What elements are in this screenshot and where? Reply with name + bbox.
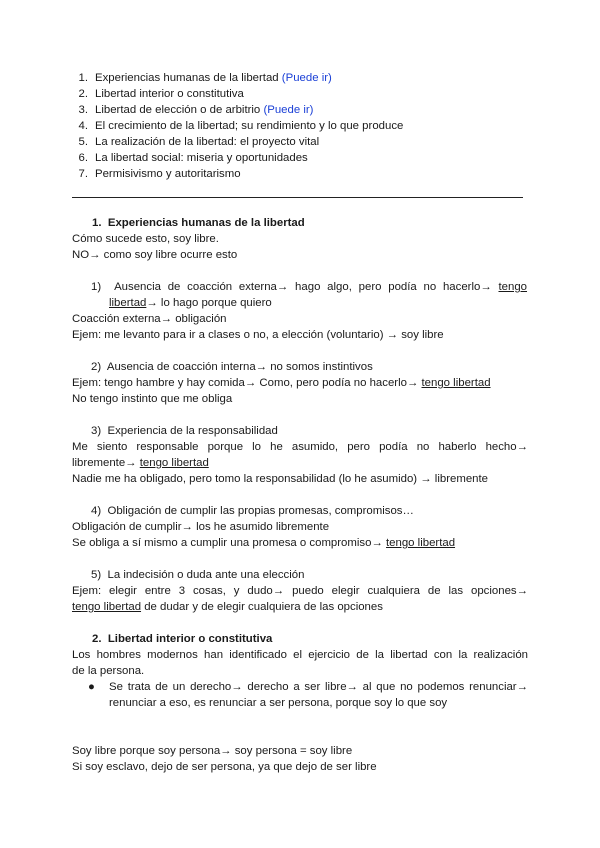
item-2-line-1: 2) Ausencia de coacción interna→ no somos instintivos [91,361,373,373]
section-2-para-3: Si soy esclavo, dejo de ser persona, ya que dejo de ser libre [72,761,377,773]
section-1-intro-1: Cómo sucede esto, soy libre. [72,233,219,245]
item-3-para-3: Nadie me ha obligado, pero tomo la responsabilidad (lo he asumido) → libremente [72,473,488,485]
item-4-para-2: Se obliga a sí mismo a cumplir una promesa o compromiso→ tengo libertad [72,537,456,549]
item-2-para-2: No tengo instinto que me obliga [72,393,233,405]
item-1-line-1: 1) Ausencia de coacción externa→ hago algo, pero podía no hacerlo→ tengo [91,281,528,293]
toc-note: (Puede ir) [263,104,314,116]
item-1-para-2: Ejem: me levanto para ir a clases o no, a elección (voluntario) → soy libre [72,329,444,341]
horizontal-rule [72,197,523,198]
toc-note: (Puede ir) [281,72,332,84]
item-5-para-1: Ejem: elegir entre 3 cosas, y dudo→ puedo elegir cualquiera de las opciones→ [72,585,528,597]
item-4-line-1: 4) Obligación de cumplir las propias promesas, compromisos… [91,505,414,517]
section-1-heading: 1. Experiencias humanas de la libertad [92,217,305,229]
toc-item-1: 1. Experiencias humanas de la libertad (Puede ir) [78,72,332,84]
section-2-para-1b: de la persona. [72,665,145,677]
item-3-line-1: 3) Experiencia de la responsabilidad [91,425,278,437]
section-2-bullet-text: Se trata de un derecho→ derecho a ser libre→ al que no podemos renunciar→ renunciar a eso, es renunciar a ser persona, porque soy lo que soy [109,681,528,709]
toc-item-3: 3. Libertad de elección o de arbitrio (Puede ir) [78,104,314,116]
item-5-line-1: 5) La indecisión o duda ante una elección [91,569,305,581]
item-2-para-1: Ejem: tengo hambre y hay comida→ Como, pero podía no hacerlo→ tengo libertad [72,377,491,389]
toc-item-2: 2. Libertad interior o constitutiva [78,88,244,100]
item-1-para-1: Coacción externa→ obligación [72,313,227,325]
item-4-para-1: Obligación de cumplir→ los he asumido libremente [72,521,330,533]
item-3-para-2: libremente→ tengo libertad [72,457,209,469]
toc-item-6: 6. La libertad social: miseria y oportunidades [78,152,308,164]
bullet-icon: ● [88,681,95,693]
section-2-heading: 2. Libertad interior o constitutiva [92,633,273,645]
item-5-para-2: tengo libertad de dudar y de elegir cualquiera de las opciones [72,601,383,613]
item-3-para-1: Me siento responsable porque lo he asumido, pero podía no haberlo hecho→ [72,441,528,453]
item-1-line-2: libertad→ lo hago porque quiero [109,297,272,309]
toc-item-4: 4. El crecimiento de la libertad; su rendimiento y lo que produce [78,120,404,132]
section-2-para-1a: Los hombres modernos han identificado el ejercicio de la libertad con la realización [72,649,528,661]
section-2-para-2: Soy libre porque soy persona→ soy persona = soy libre [72,745,353,757]
section-1-intro-2: NO→ como soy libre ocurre esto [72,249,238,261]
toc-item-5: 5. La realización de la libertad: el proyecto vital [78,136,320,148]
toc-item-7: 7. Permisivismo y autoritarismo [78,168,241,180]
